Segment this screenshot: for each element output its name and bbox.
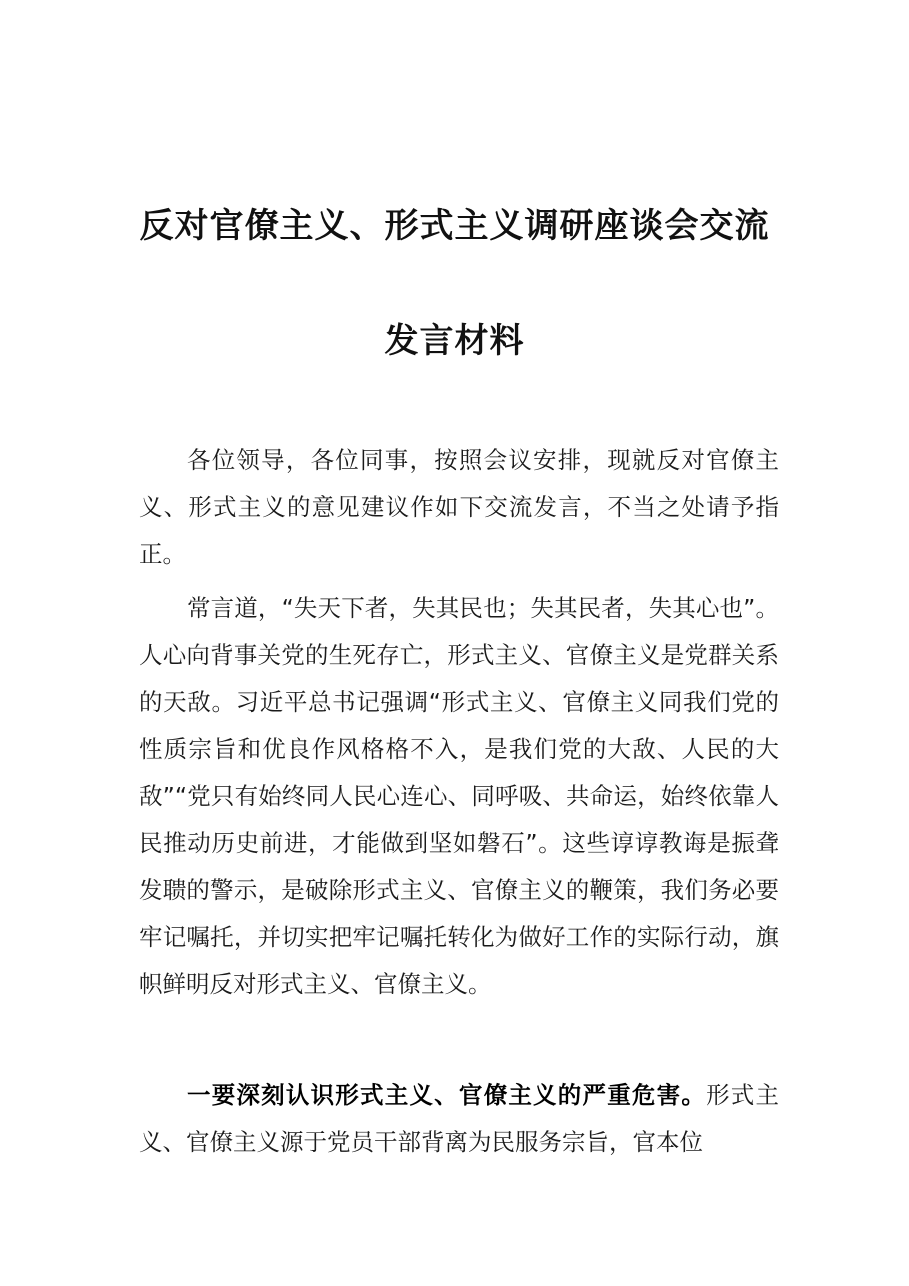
paragraph-quote xyxy=(139,585,779,1008)
paragraph-lead-heading: 一要深刻认识形式主义、官僚主义的严重危害。 xyxy=(187,1081,707,1109)
paragraph-text: 形式主义、官僚主义源于党员干部背离为民服务宗旨，官本位 xyxy=(139,1081,780,1156)
paragraph-text: 各位领导，各位同事，按照会议安排，现就反对官僚主义、形式主义的意见建议作如下交流发言，不当之处请予指正。 xyxy=(139,446,779,568)
document-title-line-1: 反对官僚主义、形式主义调研座谈会交流 xyxy=(139,206,770,246)
paragraph-text: 常言道，“失天下者，失其民也；失其民者，失其心也”。人心向背事关党的生死存亡，形式主义、官僚主义是党群关系的天敌。习近平总书记强调“形式主义、官僚主义同我们党的性质宗旨和优良作风格格不入，是我们党的大敌、人民的大敌”“党只有始终同人民心连心、同呼吸、共命运，始终依靠人民推动历史前进，才能做到坚如磐石”。这些谆谆教诲是振聋发聩的警示，是破除形式主义、官僚主义的鞭策，我们务必要牢记嘱托，并切实把牢记嘱托转化为做好工作的实际行动，旗帜鲜明反对形式主义、官僚主义。 xyxy=(139,594,779,998)
document-title-line-2: 发言材料 xyxy=(384,321,525,361)
paragraph-point-one xyxy=(139,1072,779,1166)
paragraph-opening xyxy=(139,437,779,578)
